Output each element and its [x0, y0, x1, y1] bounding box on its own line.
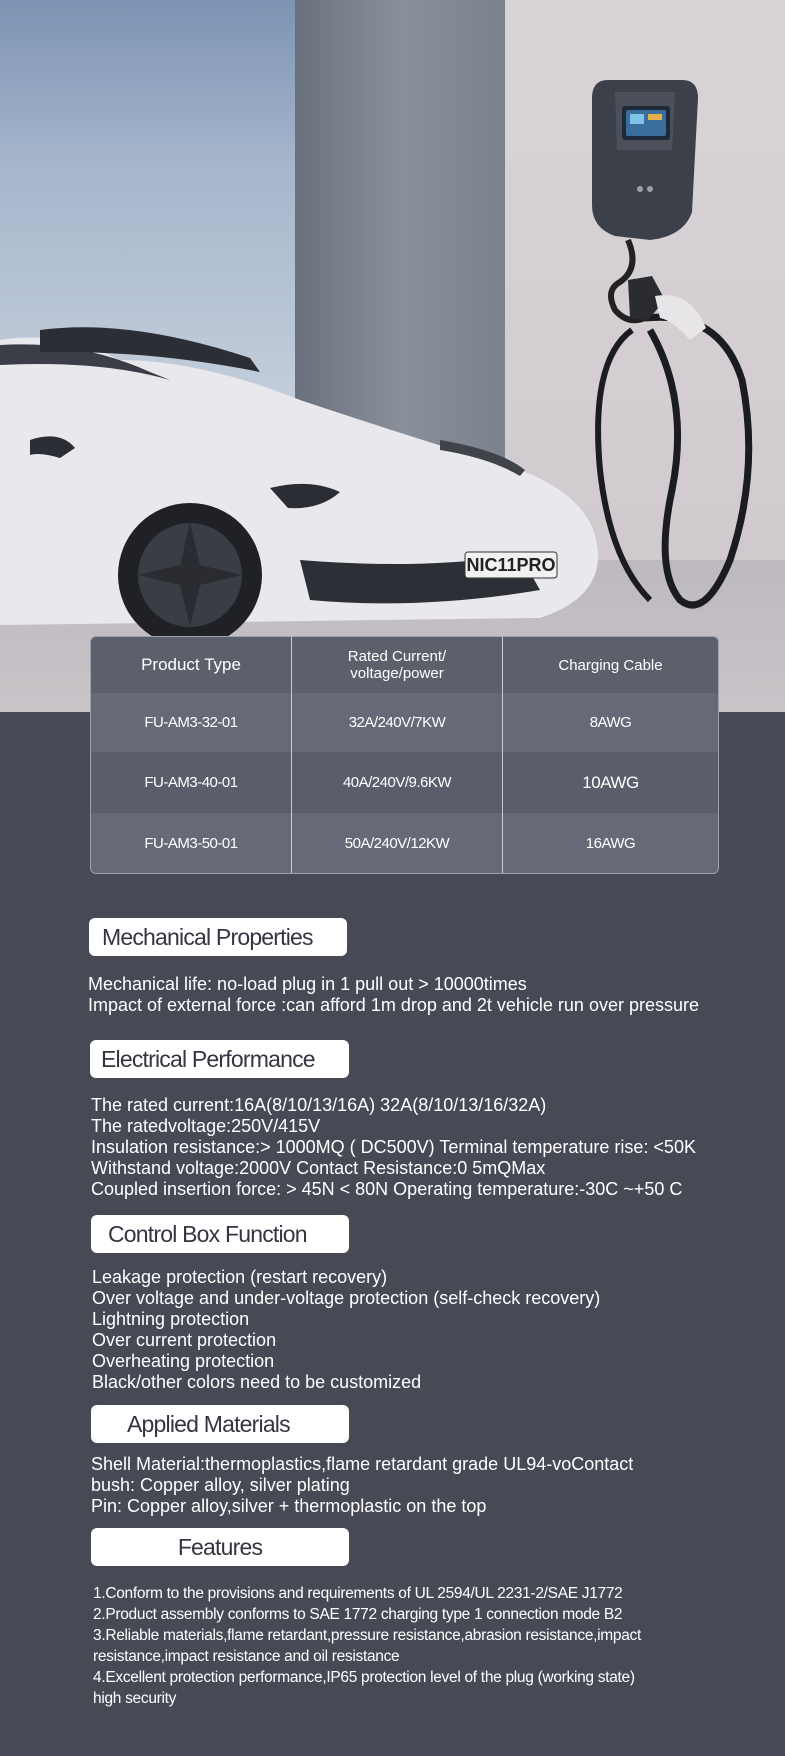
header-rated-current: Rated Current/ voltage/power — [292, 637, 503, 693]
table-header-row — [91, 637, 718, 693]
wall-charger — [592, 80, 698, 240]
cell-charging-cable: 16AWG — [585, 834, 636, 852]
electrical-line: Insulation resistance:> 1000MQ ( DC500V) Terminal temperature rise: <50K — [91, 1137, 696, 1157]
electrical-performance-label: Electrical Performance — [90, 1040, 349, 1078]
car — [0, 327, 598, 647]
mechanical-line: Mechanical life: no-load plug in 1 pull out > 10000times — [88, 974, 527, 994]
materials-line: Shell Material:thermoplastics,flame retardant grade UL94-voContact — [91, 1454, 634, 1474]
mechanical-properties-label: Mechanical Properties — [89, 918, 347, 956]
cell-product-type: FU-AM3-50-01 — [91, 813, 292, 873]
hero-image — [0, 0, 785, 712]
features-line: 4.Excellent protection performance,IP65 protection level of the plug (working state) — [93, 1669, 635, 1686]
control-line: Black/other colors need to be customized — [92, 1372, 422, 1392]
features-line: resistance,impact resistance and oil resistance — [93, 1648, 400, 1665]
control-line: Over voltage and under-voltage protection (self-check recovery) — [92, 1288, 601, 1308]
features-line: 3.Reliable materials,flame retardant,pressure resistance,abrasion resistance,impact — [93, 1627, 642, 1644]
electrical-line: Withstand voltage:2000V Contact Resistance:0 5mQMax — [91, 1158, 546, 1178]
materials-line: bush: Copper alloy, silver plating — [91, 1475, 350, 1495]
electrical-line: The ratedvoltage:250V/415V — [91, 1116, 321, 1136]
features-line: 2.Product assembly conforms to SAE 1772 charging type 1 connection mode B2 — [93, 1606, 623, 1623]
control-line: Over current protection — [92, 1330, 277, 1350]
table-row — [91, 752, 718, 813]
features-label: Features — [91, 1528, 349, 1566]
cell-product-type: FU-AM3-40-01 — [91, 752, 292, 813]
control-box-function-label: Control Box Function — [91, 1215, 349, 1253]
materials-line: Pin: Copper alloy,silver + thermoplastic on the top — [91, 1496, 487, 1516]
mechanical-line: Impact of external force :can afford 1m drop and 2t vehicle run over pressure — [88, 995, 699, 1015]
control-line: Lightning protection — [92, 1309, 250, 1329]
table-row — [91, 813, 718, 873]
features-line: high security — [93, 1690, 177, 1707]
header-charging-cable: Charging Cable — [558, 656, 663, 674]
header-product-type: Product Type — [91, 637, 292, 693]
license-plate-text: NIC11PRO — [466, 555, 556, 575]
cell-charging-cable: 8AWG — [589, 714, 632, 731]
table-row — [91, 693, 718, 752]
control-line: Overheating protection — [92, 1351, 275, 1371]
control-line: Leakage protection (restart recovery) — [92, 1267, 388, 1287]
charging-cable — [598, 240, 749, 605]
cell-charging-cable: 10AWG — [582, 772, 639, 792]
cell-rated-current: 40A/240V/9.6KW — [292, 752, 503, 813]
cell-rated-current: 50A/240V/12KW — [292, 813, 503, 873]
car-and-charger-illustration — [0, 0, 785, 712]
cell-product-type: FU-AM3-32-01 — [91, 693, 292, 752]
electrical-line: Coupled insertion force: > 45N < 80N Operating temperature:-30C ~+50 C — [91, 1179, 683, 1199]
electrical-line: The rated current:16A(8/10/13/16A) 32A(8/10/13/16/32A) — [91, 1095, 547, 1115]
features-line: 1.Conform to the provisions and requirements of UL 2594/UL 2231-2/SAE J1772 — [93, 1585, 623, 1602]
spec-table — [90, 636, 719, 874]
applied-materials-label: Applied Materials — [91, 1405, 349, 1443]
cell-rated-current: 32A/240V/7KW — [292, 693, 503, 752]
